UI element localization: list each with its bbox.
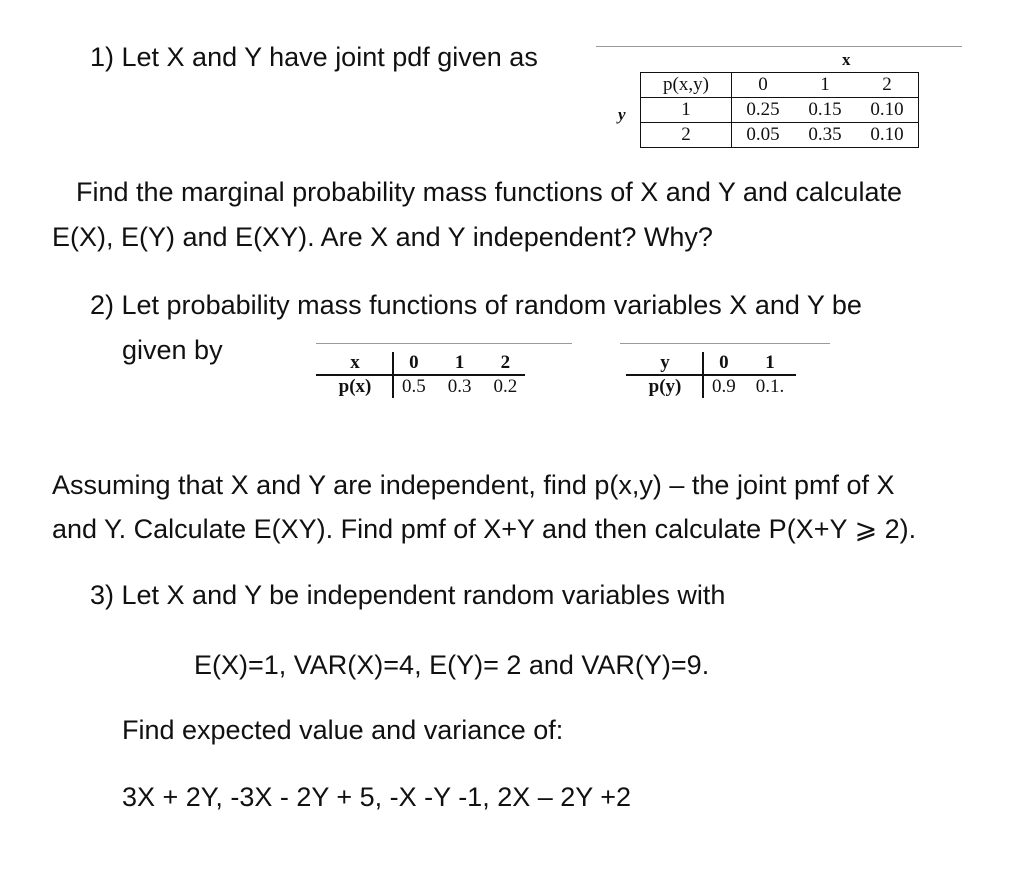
py-prob-cell: 0.1. (755, 376, 785, 397)
joint-prob-cell: 0.10 (870, 99, 904, 120)
scan-rule-line (316, 343, 572, 344)
problem3-line2: E(X)=1, VAR(X)=4, E(Y)= 2 and VAR(Y)=9. (194, 650, 710, 680)
problem3-line4: 3X + 2Y, -3X - 2Y + 5, -X -Y -1, 2X – 2Y +2 (122, 782, 632, 812)
px-table (316, 352, 525, 398)
scan-rule-line (620, 343, 830, 344)
py-table (626, 352, 796, 398)
joint-row-y2 (641, 123, 919, 148)
joint-prob-cell: 0.35 (808, 124, 842, 145)
px-var-label: x (316, 352, 393, 375)
x-value-cell: 1 (820, 74, 830, 95)
px-value-cell: 0 (393, 352, 434, 375)
joint-prob-cell: 0.05 (746, 124, 780, 145)
problem1-line3: E(X), E(Y) and E(XY). Are X and Y independent? Why? (52, 222, 713, 252)
y-side-label: y (618, 105, 626, 124)
scan-rule-line (596, 46, 962, 47)
px-value-row (316, 352, 525, 375)
px-value-cell: 2 (486, 352, 526, 375)
py-prob-row (626, 375, 796, 398)
px-prob-cell: 0.2 (493, 376, 518, 397)
px-prob-label: p(x) (316, 375, 393, 398)
px-prob-row (316, 375, 525, 398)
problem1-intro: 1) Let X and Y have joint pdf given as (90, 42, 538, 72)
py-var-label: y (626, 352, 703, 375)
py-value-row (626, 352, 796, 375)
joint-corner-cell: p(x,y) (641, 73, 732, 98)
joint-pmf-table (640, 72, 919, 148)
problem1-line2: Find the marginal probability mass functions of X and Y and calculate (76, 177, 902, 207)
problem2-line2: given by (122, 335, 223, 365)
problem2-line4: and Y. Calculate E(XY). Find pmf of X+Y and then calculate P(X+Y ⩾ 2). (52, 514, 917, 544)
problem2-line1: 2) Let probability mass functions of random variables X and Y be (90, 290, 862, 320)
joint-header-row (641, 73, 919, 98)
py-value-cell: 1 (744, 352, 797, 375)
joint-prob-cell: 0.25 (746, 99, 780, 120)
py-prob-label: p(y) (626, 375, 703, 398)
py-value-cell: 0 (703, 352, 744, 375)
px-value-cell: 1 (434, 352, 486, 375)
problem2-line3: Assuming that X and Y are independent, find p(x,y) – the joint pmf of X (52, 470, 895, 500)
px-table-block (316, 352, 525, 398)
px-prob-cell: 0.3 (447, 376, 472, 397)
joint-prob-cell: 0.10 (870, 124, 904, 145)
y-value-cell: 1 (641, 98, 732, 123)
joint-pmf-table-block (596, 38, 976, 172)
px-prob-cell: 0.5 (402, 376, 426, 397)
py-prob-cell: 0.9 (712, 376, 736, 397)
x-axis-header: x (842, 50, 851, 69)
problem3-line3: Find expected value and variance of: (122, 715, 564, 745)
y-value-cell: 2 (641, 123, 732, 148)
joint-row-y1 (641, 98, 919, 123)
x-value-cell: 0 (758, 74, 768, 95)
py-table-block (626, 352, 796, 398)
x-value-cell: 2 (882, 74, 892, 95)
joint-prob-cell: 0.15 (808, 99, 842, 120)
problem3-line1: 3) Let X and Y be independent random variables with (90, 580, 726, 610)
